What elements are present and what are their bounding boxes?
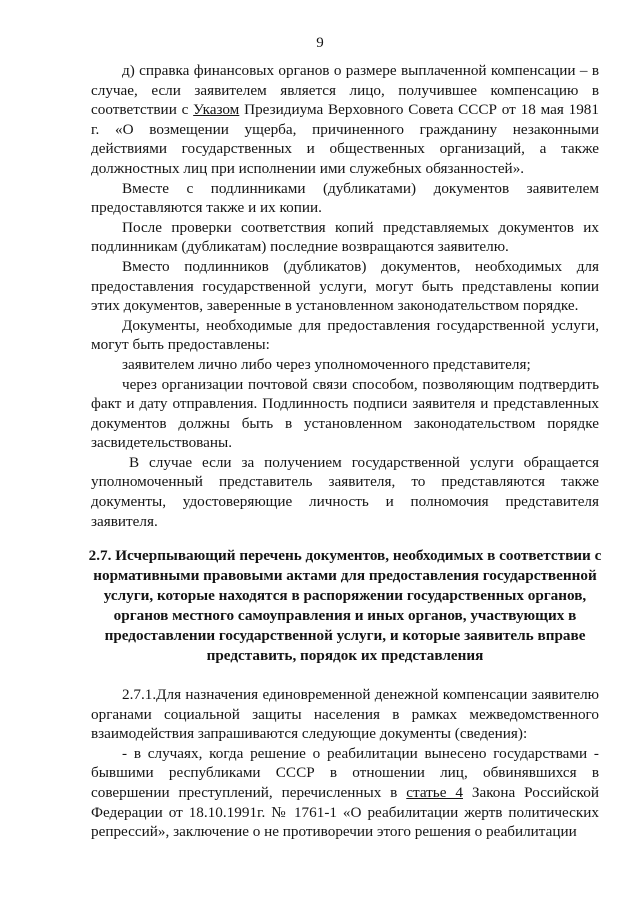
paragraph-text: Закона Российской Федерации от 18.10.1991г. № 1761-1 «О реабилитации жертв политических репрессий», заключение о не противоречии этого решения о реабилитации [91,783,599,841]
article-link[interactable]: статье 4 [406,783,463,801]
page-number: 9 [316,35,324,51]
paragraph-text: - в случаях, когда решение о реабилитации вынесено государствами - бывшими республиками СССР в отношении лиц, обвинявшихся в совершении преступлений, перечисленных в [91,744,599,801]
paragraph-verification: После проверки соответствия копий представляемых документов их подлинникам (дубликатам) последние возвращаются заявителю. [91,218,599,256]
paragraph-text: д) справка финансовых органов о размере выплаченной компенсации – в случае, если заявителем является лицо, получившее компенсацию в соответствии с [91,62,599,119]
paragraph-originals: Вместе с подлинниками (дубликатами) документов заявителем предоставляются также и их копии. [91,179,599,217]
text-block-upper [91,61,599,531]
paragraph-representative: В случае если за получением государственной услуги обращается уполномоченный представитель заявителя, то представляются также документы, удостоверяющие личность и полномочия представителя заявителя. [91,453,599,530]
paragraph-copies: Вместо подлинников (дубликатов) документов, необходимых для предоставления государственной услуги, могут быть представлены копии этих документов, заверенные в установленном законодательством порядке. [91,257,599,315]
decree-link[interactable]: Указом [193,101,240,119]
paragraph-text: Президиума Верховного Совета СССР от 18 мая 1981 г. «О возмещении ущерба, причиненного гражданину незаконными действиями государственных и общественных организаций, а также должностных лиц при исполнении ими служебных обязанностей». [91,101,599,177]
section-heading: 2.7. Исчерпывающий перечень документов, необходимых в соответствии с нормативными правовыми актами для предоставления государственной услуги, которые находятся в распоряжении государственных органов, органов местного самоуправления и иных органов, участвующих в предоставлении государственной услуги, и которые заявитель вправе представить, порядок их представления [88,547,602,664]
paragraph-rehabilitation [91,744,599,842]
paragraph-postal: через организации почтовой связи способом, позволяющим подтвердить факт и дату отправления. Подлинность подписи заявителя и представленных документов должны быть в установленном законодательством порядке засвидетельствованы. [91,375,599,452]
paragraph-interagency: 2.7.1.Для назначения единовременной денежной компенсации заявителю органами социальной защиты населения в рамках межведомственного взаимодействия запрашиваются следующие документы (сведения): [91,686,599,743]
paragraph-in-person: заявителем лично либо через уполномоченного представителя; [122,355,531,373]
text-block-lower [91,685,599,842]
paragraph-submission-ways: Документы, необходимые для предоставления государственной услуги, могут быть предоставлены: [91,316,599,354]
paragraph-certificate [91,61,599,179]
